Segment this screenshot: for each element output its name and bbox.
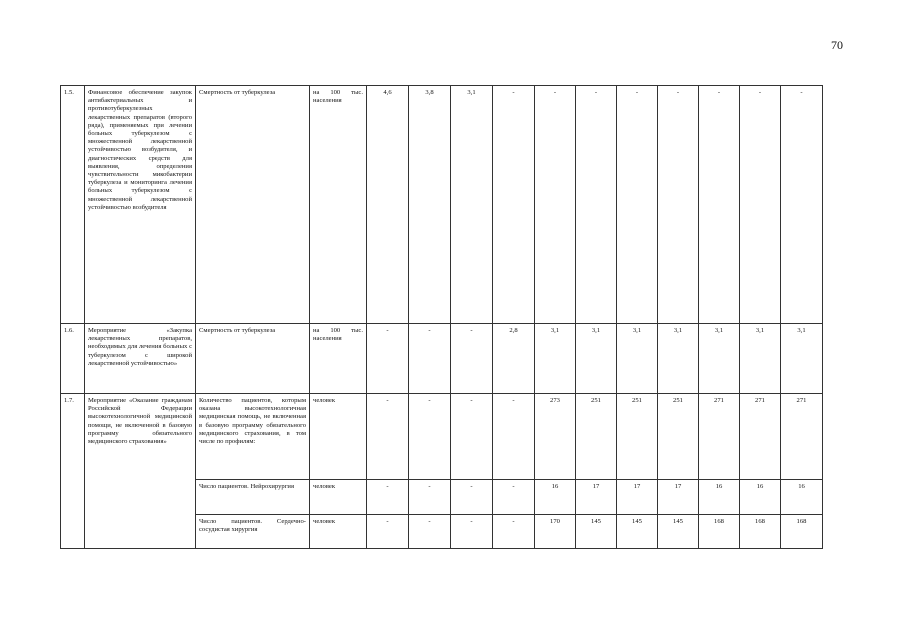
value-cell: - bbox=[367, 324, 409, 394]
value-cell: 3,1 bbox=[781, 324, 823, 394]
value-cell: 145 bbox=[658, 515, 699, 549]
value-cell: 145 bbox=[617, 515, 658, 549]
value-cell: 3,1 bbox=[535, 324, 576, 394]
table-row bbox=[61, 324, 823, 394]
unit: на 100 тыс. населения bbox=[310, 86, 367, 324]
value-cell: 16 bbox=[699, 480, 740, 515]
value-cell: 4,6 bbox=[367, 86, 409, 324]
value-cell: 3,1 bbox=[576, 324, 617, 394]
indicator-name: Смертность от туберкулеза bbox=[196, 324, 310, 394]
value-cell: 271 bbox=[740, 394, 781, 480]
value-cell: - bbox=[409, 480, 451, 515]
value-cell: 251 bbox=[617, 394, 658, 480]
activity-name: Мероприятие «Оказание гражданам Российской Федерации высокотехнологичной медицинской помощи, не включенной в базовую программу обязательного медицинского страхования» bbox=[85, 394, 196, 549]
unit: на 100 тыс. населения bbox=[310, 324, 367, 394]
value-cell: - bbox=[367, 480, 409, 515]
indicator-name: Число пациентов. Нейрохирургия bbox=[196, 480, 310, 515]
unit: человек bbox=[310, 515, 367, 549]
value-cell: 271 bbox=[699, 394, 740, 480]
value-cell: - bbox=[740, 86, 781, 324]
value-cell: 168 bbox=[699, 515, 740, 549]
value-cell: - bbox=[451, 515, 493, 549]
value-cell: - bbox=[781, 86, 823, 324]
value-cell: - bbox=[699, 86, 740, 324]
value-cell: - bbox=[367, 515, 409, 549]
value-cell: - bbox=[409, 515, 451, 549]
value-cell: 3,1 bbox=[617, 324, 658, 394]
value-cell: 16 bbox=[535, 480, 576, 515]
value-cell: 17 bbox=[658, 480, 699, 515]
activity-name: Финансовое обеспечение закупок антибактериальных и противотуберкулезных лекарственных препаратов (второго ряда), применяемых при лечении больных туберкулезом с множественной лекарственной устойчивостью возбудителя, и диагностических средств для выявления, определения чувствительности микобактерии туберкулеза и мониторинга лечения больных туберкулезом с множественной лекарственной устойчивостью возбудителя bbox=[85, 86, 196, 324]
value-cell: 271 bbox=[781, 394, 823, 480]
value-cell: 2,8 bbox=[493, 324, 535, 394]
value-cell: 3,1 bbox=[658, 324, 699, 394]
value-cell: - bbox=[451, 324, 493, 394]
value-cell: - bbox=[535, 86, 576, 324]
unit: человек bbox=[310, 480, 367, 515]
value-cell: - bbox=[409, 394, 451, 480]
value-cell: 273 bbox=[535, 394, 576, 480]
value-cell: - bbox=[576, 86, 617, 324]
value-cell: 3,1 bbox=[740, 324, 781, 394]
value-cell: 168 bbox=[740, 515, 781, 549]
indicator-name: Смертность от туберкулеза bbox=[196, 86, 310, 324]
value-cell: - bbox=[493, 480, 535, 515]
value-cell: 17 bbox=[576, 480, 617, 515]
page-number: 70 bbox=[831, 38, 843, 52]
value-cell: 3,1 bbox=[451, 86, 493, 324]
value-cell: - bbox=[658, 86, 699, 324]
indicator-name: Число пациентов. Сердечно-сосудистая хирургия bbox=[196, 515, 310, 549]
indicator-name: Количество пациентов, которым оказана высокотехнологичная медицинская помощь, не включенная в базовую программу обязательного медицинского страхования, в том числе по профилям: bbox=[196, 394, 310, 480]
value-cell: - bbox=[493, 394, 535, 480]
unit: человек bbox=[310, 394, 367, 480]
value-cell: 16 bbox=[740, 480, 781, 515]
value-cell: 3,1 bbox=[699, 324, 740, 394]
value-cell: 170 bbox=[535, 515, 576, 549]
row-number: 1.5. bbox=[61, 86, 85, 324]
value-cell: 145 bbox=[576, 515, 617, 549]
value-cell: 16 bbox=[781, 480, 823, 515]
value-cell: 3,8 bbox=[409, 86, 451, 324]
row-number: 1.6. bbox=[61, 324, 85, 394]
value-cell: - bbox=[367, 394, 409, 480]
row-number: 1.7. bbox=[61, 394, 85, 549]
indicators-table bbox=[60, 85, 823, 549]
value-cell: - bbox=[617, 86, 658, 324]
table-row bbox=[61, 86, 823, 324]
value-cell: 251 bbox=[576, 394, 617, 480]
value-cell: - bbox=[493, 515, 535, 549]
value-cell: - bbox=[451, 394, 493, 480]
value-cell: - bbox=[451, 480, 493, 515]
table-row bbox=[61, 394, 823, 480]
activity-name: Мероприятие «Закупка лекарственных препаратов, необходимых для лечения больных с туберкулезом с широкой лекарственной устойчивостью» bbox=[85, 324, 196, 394]
value-cell: 17 bbox=[617, 480, 658, 515]
value-cell: 251 bbox=[658, 394, 699, 480]
value-cell: - bbox=[409, 324, 451, 394]
value-cell: - bbox=[493, 86, 535, 324]
value-cell: 168 bbox=[781, 515, 823, 549]
